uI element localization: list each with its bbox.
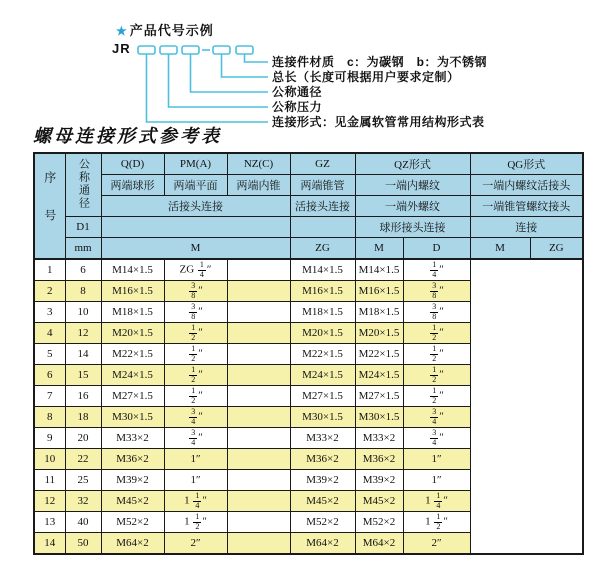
cell-gz-zg: $\frac{1}{2}$ ″ [164,344,227,365]
header-qz-sub3: 球形接头连接 [355,217,470,238]
cell-m: M30×1.5 [101,407,164,428]
cell-m: M64×2 [101,533,164,555]
cell-mm: 22 [65,449,101,470]
cell-mm: 16 [65,386,101,407]
cell-qg-zg: 1″ [403,449,470,470]
cell-m: M39×2 [101,470,164,491]
cell-gz-zg: 1″ [164,449,227,470]
cell-qg-m: M16×1.5 [355,281,403,302]
fraction: $\frac{1}{2}$ [432,365,437,384]
cell-qz-m [227,491,290,512]
fraction: $\frac{3}{4}$ [432,407,437,426]
header-pm: PM(A) [164,153,227,175]
cell-qz-d: M22×1.5 [290,344,355,365]
cell-qg-zg: $\frac{3}{4}$ ″ [403,428,470,449]
cell-qz-d: M39×2 [290,470,355,491]
cell-gz-zg: ZG $\frac{1}{4}$ ″ [164,259,227,281]
header-qg-sub3: 连接 [470,217,583,238]
cell-gz-zg: $\frac{1}{2}$ ″ [164,323,227,344]
cell-gz-zg: $\frac{3}{4}$ ″ [164,407,227,428]
cell-qz-m [227,533,290,555]
cell-seq: 2 [34,281,65,302]
leader-line-diameter [191,54,269,92]
cell-qz-m [227,302,290,323]
cell-mm: 25 [65,470,101,491]
cell-qg-m: M20×1.5 [355,323,403,344]
label-total-length: 总长（长度可根据用户要求定制） [272,70,460,84]
cell-qg-zg: $\frac{1}{4}$ ″ [403,259,470,281]
cell-mm: 10 [65,302,101,323]
cell-qg-m: M30×1.5 [355,407,403,428]
header-row-3 [34,196,583,217]
cell-gz-zg: 1 $\frac{1}{2}$ ″ [164,512,227,533]
table-row [34,491,583,512]
cell-qz-d: M52×2 [290,512,355,533]
cell-qg-zg: $\frac{3}{8}$ ″ [403,281,470,302]
leader-line-material [245,54,269,62]
cell-qz-d: M20×1.5 [290,323,355,344]
label-nominal-pressure: 公称压力 [272,100,323,114]
header-qz-m: M [355,238,403,260]
table-header [34,153,583,259]
header-qg-sub1: 一端内螺纹活接头 [470,175,583,196]
table-row [34,386,583,407]
header-gz-sub: 两端锥管 [290,175,355,196]
fraction: $\frac{3}{8}$ [191,281,196,300]
cell-qz-d: M24×1.5 [290,365,355,386]
table-row [34,323,583,344]
cell-qg-zg: $\frac{1}{2}$ ″ [403,323,470,344]
fraction: $\frac{3}{8}$ [432,302,437,321]
fraction: $\frac{1}{2}$ [432,323,437,342]
label-connector-material: 连接件材质 c：为碳钢 b：为不锈钢 [272,55,488,69]
table-row [34,407,583,428]
code-box-4 [213,46,230,54]
cell-qg-zg: 1″ [403,470,470,491]
fraction: $\frac{1}{2}$ [436,512,441,531]
cell-qg-m: M18×1.5 [355,302,403,323]
cell-qz-d: M45×2 [290,491,355,512]
header-seq [34,153,65,259]
fraction: $\frac{3}{4}$ [191,407,196,426]
cell-mm: 50 [65,533,101,555]
header-gz: GZ [290,153,355,175]
header-empty-union [101,217,290,238]
header-row-5 [34,238,583,260]
leader-line-connection [147,54,269,122]
cell-m: M20×1.5 [101,323,164,344]
cell-m: M24×1.5 [101,365,164,386]
cell-qz-d: M27×1.5 [290,386,355,407]
cell-qz-d: M64×2 [290,533,355,555]
cell-qg-m: M22×1.5 [355,344,403,365]
cell-mm: 20 [65,428,101,449]
header-qg-zg: ZG [530,238,583,260]
cell-gz-zg: $\frac{3}{8}$ ″ [164,302,227,323]
fraction: $\frac{1}{4}$ [436,491,441,510]
table-row [34,449,583,470]
cell-qg-zg: $\frac{1}{2}$ ″ [403,344,470,365]
header-qg-m: M [470,238,530,260]
cell-gz-zg: $\frac{3}{4}$ ″ [164,428,227,449]
cell-seq: 7 [34,386,65,407]
cell-qg-m: M14×1.5 [355,259,403,281]
cell-m: M36×2 [101,449,164,470]
table-row [34,533,583,555]
cell-gz-zg: $\frac{1}{2}$ ″ [164,386,227,407]
cell-qg-zg: $\frac{1}{2}$ ″ [403,386,470,407]
cell-qz-m [227,407,290,428]
cell-gz-zg: 1 $\frac{1}{4}$ ″ [164,491,227,512]
page-title: 螺母连接形式参考表 [33,126,222,146]
table-row [34,344,583,365]
cell-qz-m [227,428,290,449]
cell-seq: 12 [34,491,65,512]
star-icon: ★ [116,24,128,38]
cell-qg-m: M27×1.5 [355,386,403,407]
cell-gz-zg: $\frac{1}{2}$ ″ [164,365,227,386]
fraction: $\frac{1}{4}$ [199,260,204,279]
cell-qg-m: M52×2 [355,512,403,533]
cell-mm: 18 [65,407,101,428]
header-m-span: M [101,238,290,260]
header-pm-sub: 两端平面 [164,175,227,196]
cell-qz-m [227,259,290,281]
table-row [34,281,583,302]
header-qz: QZ形式 [355,153,470,175]
nut-connection-table [33,152,584,555]
header-nd-label: 公称通径 [77,157,90,210]
cell-qg-m: M64×2 [355,533,403,555]
cell-mm: 32 [65,491,101,512]
cell-seq: 6 [34,365,65,386]
cell-qz-m [227,344,290,365]
code-prefix: JR [112,41,131,56]
cell-m: M45×2 [101,491,164,512]
cell-mm: 8 [65,281,101,302]
diagram-heading-text: 产品代号示例 [129,23,214,38]
header-qg: QG形式 [470,153,583,175]
label-nominal-diameter: 公称通径 [272,85,323,99]
header-d1: D1 [65,217,101,238]
cell-m: M22×1.5 [101,344,164,365]
cell-qz-m [227,323,290,344]
cell-qz-m [227,470,290,491]
fraction: $\frac{1}{2}$ [191,344,196,363]
cell-qz-m [227,512,290,533]
header-mm: mm [65,238,101,260]
cell-qg-m: M39×2 [355,470,403,491]
table-row [34,365,583,386]
cell-mm: 12 [65,323,101,344]
fraction: $\frac{1}{2}$ [191,365,196,384]
cell-m: M14×1.5 [101,259,164,281]
fraction: $\frac{1}{2}$ [432,344,437,363]
fraction: $\frac{1}{4}$ [195,491,200,510]
header-qz-sub2: 一端外螺纹 [355,196,470,217]
fraction: $\frac{3}{8}$ [191,302,196,321]
cell-qz-d: M18×1.5 [290,302,355,323]
cell-seq: 1 [34,259,65,281]
header-empty-gz [290,217,355,238]
cell-qg-m: M36×2 [355,449,403,470]
cell-qg-m: M45×2 [355,491,403,512]
cell-qz-m [227,365,290,386]
fraction: $\frac{1}{4}$ [432,260,437,279]
cell-mm: 15 [65,365,101,386]
header-gz-sub2: 活接头连接 [290,196,355,217]
cell-gz-zg: $\frac{3}{8}$ ″ [164,281,227,302]
cell-qg-zg: $\frac{3}{4}$ ″ [403,407,470,428]
header-qz-d: D [403,238,470,260]
fraction: $\frac{3}{4}$ [432,428,437,447]
cell-seq: 8 [34,407,65,428]
table-row [34,428,583,449]
cell-seq: 11 [34,470,65,491]
cell-qz-d: M30×1.5 [290,407,355,428]
cell-seq: 10 [34,449,65,470]
cell-qz-d: M16×1.5 [290,281,355,302]
table-row [34,470,583,491]
cell-seq: 5 [34,344,65,365]
header-qg-sub2: 一端锥管螺纹接头 [470,196,583,217]
code-box-1 [138,46,155,54]
code-box-5 [236,46,253,54]
cell-seq: 4 [34,323,65,344]
cell-qz-d: M14×1.5 [290,259,355,281]
cell-qz-m [227,281,290,302]
fraction: $\frac{3}{4}$ [191,428,196,447]
cell-qg-m: M24×1.5 [355,365,403,386]
cell-qg-m: M33×2 [355,428,403,449]
table-row [34,302,583,323]
table-row [34,259,583,281]
header-q: Q(D) [101,153,164,175]
cell-m: M33×2 [101,428,164,449]
header-nz: NZ(C) [227,153,290,175]
cell-qz-m [227,386,290,407]
cell-m: M52×2 [101,512,164,533]
cell-qz-d: M36×2 [290,449,355,470]
cell-seq: 13 [34,512,65,533]
cell-qg-zg: 1 $\frac{1}{4}$ ″ [403,491,470,512]
code-box-3 [182,46,199,54]
header-q-sub: 两端球形 [101,175,164,196]
header-qz-sub1: 一端内螺纹 [355,175,470,196]
header-union-conn: 活接头连接 [101,196,290,217]
code-box-2 [160,46,177,54]
diagram-heading [116,20,214,39]
cell-qz-m [227,449,290,470]
cell-qz-d: M33×2 [290,428,355,449]
cell-qg-zg: $\frac{1}{2}$ ″ [403,365,470,386]
cell-qg-zg: $\frac{3}{8}$ ″ [403,302,470,323]
cell-m: M16×1.5 [101,281,164,302]
cell-qg-zg: 1 $\frac{1}{2}$ ″ [403,512,470,533]
cell-m: M18×1.5 [101,302,164,323]
cell-gz-zg: 2″ [164,533,227,555]
fraction: $\frac{3}{8}$ [432,281,437,300]
header-nz-sub: 两端内锥 [227,175,290,196]
fraction: $\frac{1}{2}$ [191,386,196,405]
fraction: $\frac{1}{2}$ [432,386,437,405]
cell-seq: 9 [34,428,65,449]
header-nominal-diameter [65,153,101,217]
fraction: $\frac{1}{2}$ [195,512,200,531]
cell-seq: 3 [34,302,65,323]
header-row-1 [34,153,583,175]
cell-qg-zg: 2″ [403,533,470,555]
header-row-2 [34,175,583,196]
table-row [34,512,583,533]
cell-gz-zg: 1″ [164,470,227,491]
label-connection-form: 连接形式：见金属软管常用结构形式表 [272,115,485,129]
header-row-4 [34,217,583,238]
table-body [34,259,583,554]
header-seq-label: 序号 [42,170,57,247]
header-zg: ZG [290,238,355,260]
cell-mm: 14 [65,344,101,365]
cell-seq: 14 [34,533,65,555]
cell-mm: 40 [65,512,101,533]
cell-m: M27×1.5 [101,386,164,407]
cell-mm: 6 [65,259,101,281]
fraction: $\frac{1}{2}$ [191,323,196,342]
